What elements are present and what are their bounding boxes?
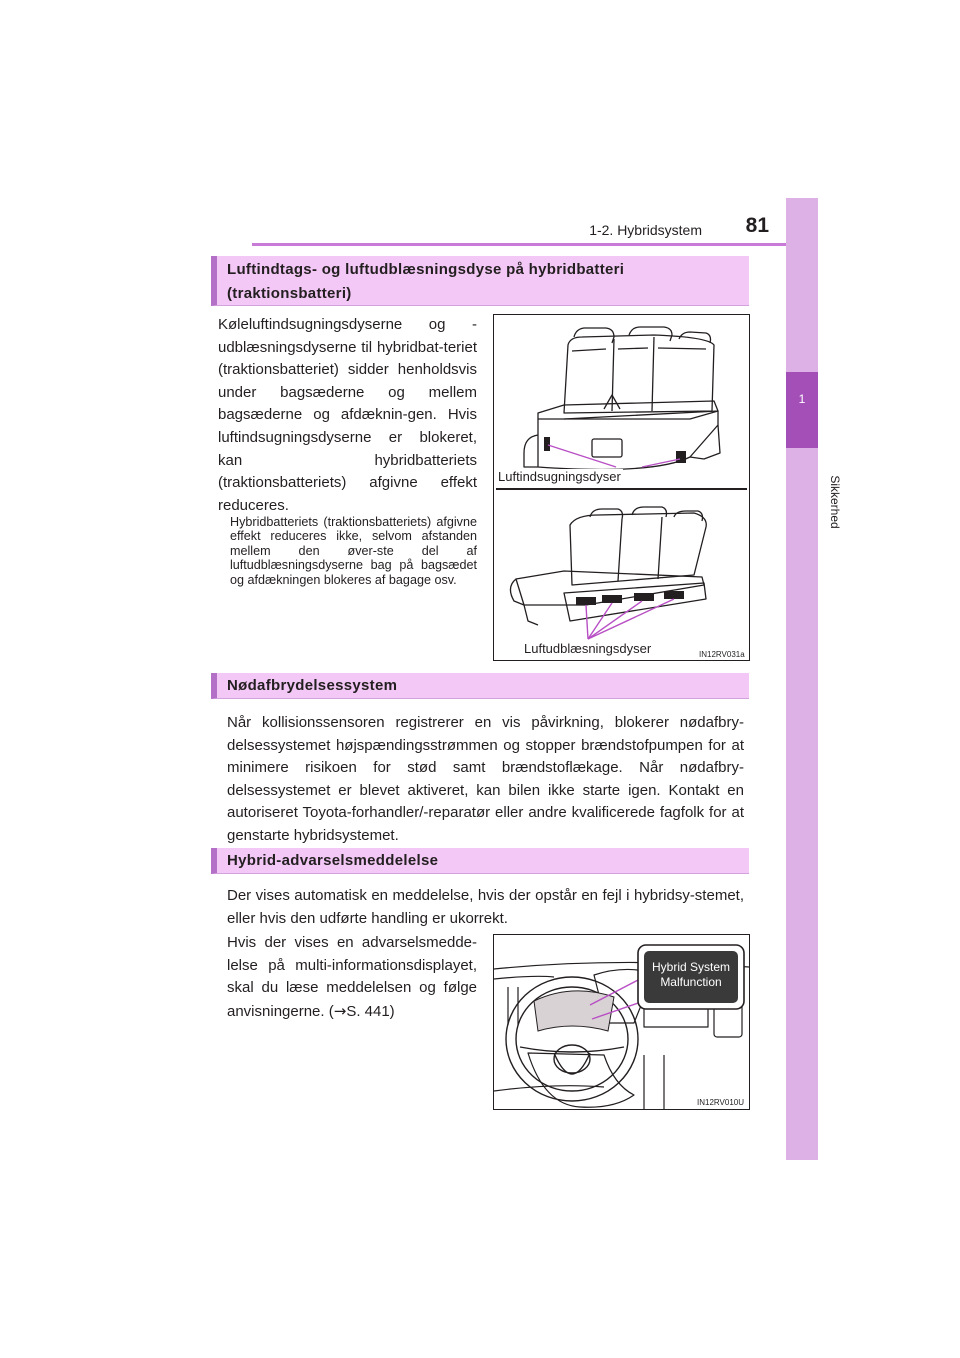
air-vents-paragraph: Køleluftindsugningsdyserne og -udblæsningsdyserne til hybridbat-teriet (traktionsbatteriet) sidder henholdsvis under bagsæderne og mellem bagsæderne og afdæknin-gen. Hvis luftindsugningsdyserne er blokeret, kan hybridbatteriets (traktionsbatteriets) afgivne effekt reduceres.: [218, 316, 477, 514]
warning-display-text: [644, 960, 738, 990]
air-vents-note: Hybridbatteriets (traktionsbatteriets) afgivne effekt reduceres ikke, selvom afstanden mellem den øver-ste del af luftudblæsningsdyserne bag på bagsædet og afdækningen blokeres af bagage osv.: [230, 515, 477, 587]
chapter-active-marker: [786, 372, 818, 448]
chapter-name-text: Sikkerhed: [828, 475, 842, 529]
chapter-side-tab: [786, 198, 818, 1160]
outlet-vents-label: Luftudblæsningsdyser: [524, 641, 652, 656]
rear-seat-vents-figure: [493, 314, 750, 661]
chapter-name: [786, 462, 842, 542]
hybrid-warning-paragraph: Der vises automatisk en meddelelse, hvis der opstår en fejl i hybridsy-stemet, eller hvis den udførte handling er ukorrekt.: [227, 887, 744, 927]
intake-vents-label: Luftindsugningsdyser: [498, 469, 621, 484]
section-banner-hybrid-warning: [211, 848, 749, 874]
dashboard-warning-figure: [493, 934, 750, 1110]
figure-code: IN12RV010U: [697, 1098, 744, 1107]
page-reference: S. 441): [346, 1002, 395, 1020]
chapter-number: 1: [798, 392, 806, 406]
page-number: 81: [745, 214, 769, 237]
header-rule: [252, 243, 817, 246]
instructions-text: Hvis der vises en advarselsmedde-lelse på multi-informationsdisplayet, skal du læse meddelelsen og følge anvisningerne. (: [227, 934, 477, 1020]
section-title-line1: Luftindtags- og luftudblæsningsdyse på hybridbatteri: [227, 261, 625, 278]
warning-line1: Hybrid System: [651, 960, 731, 974]
rear-seat-illustration: [494, 315, 749, 660]
section-title-line2: (traktionsbatteri): [227, 285, 352, 302]
emergency-shutoff-paragraph: Når kollisionssensoren registrerer en vis påvirkning, blokerer nødafbry-delsessystemet højspændingsstrømmen og stopper brændstofpumpen for at minimere risikoen for stød samt brændstoflækage. Når nødafbry-delsessystemet er blevet aktiveret, kan bilen ikke starte igen. Kontakt en autoriseret Toyota-forhandler/-reparatør eller andre kvalificerede fagfolk for at genstarte hybridsystemet.: [227, 714, 744, 844]
section-banner-emergency-shutoff: [211, 673, 749, 699]
warning-line2: Malfunction: [660, 975, 722, 989]
section-title: Nødafbrydelsessystem: [227, 677, 398, 694]
section-banner-air-vents: [211, 256, 749, 306]
section-reference: 1-2. Hybridsystem: [589, 222, 702, 238]
reference-arrow: →: [333, 1001, 347, 1020]
hybrid-warning-instructions: [227, 932, 477, 1023]
section-title: Hybrid-advarselsmeddelelse: [227, 852, 439, 869]
figure-code: IN12RV031a: [699, 650, 745, 659]
page-header: [252, 212, 817, 246]
